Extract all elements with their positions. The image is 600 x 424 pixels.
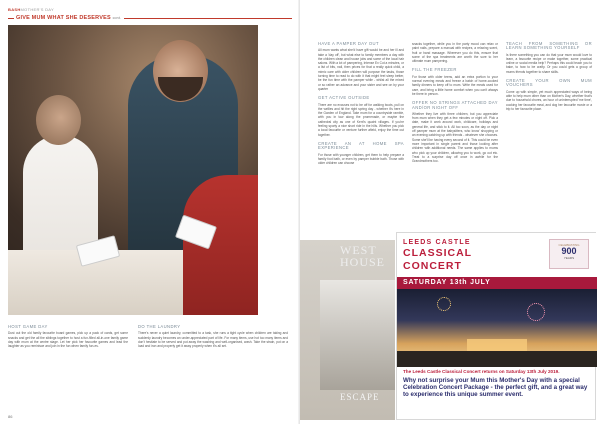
heading-laundry: DO THE LAUNDRY [138, 324, 181, 329]
section-rule-left [8, 18, 14, 19]
article-column-game-day [8, 325, 128, 353]
crowd-silhouette [397, 351, 597, 367]
ad-offer: Why not surprise your Mum this Mother's Day with a special Celebration Concert Package - the perfect gift, and a great way to experience this unique summer event. [403, 376, 588, 398]
article-column-2 [412, 42, 498, 168]
photo-woman-sweater [183, 175, 258, 315]
heading-teach: TEACH FROM SOMETHING OR LEARN SOMETHING YOURSELF [506, 41, 592, 51]
west-house-advert [300, 240, 395, 420]
body-spa: For those with younger children, get them to help prepare a family foot bath, or even by pamper bubble bath. Those with older children can choose [318, 152, 404, 166]
ad-announcement: The Leeds Castle Classical Concert returns on Saturday 13th July 2019. [403, 369, 560, 374]
section-rule-right [124, 18, 292, 19]
body-vouchers: Come up with simple, yet much appreciated ways of being able to help mum other than on Mother's Day, whether that's due to household chores, an hour of uninterrupted 'me time', cooking her favourite meal, and dog her favourite movie or a trip to her favourite place. [506, 89, 592, 111]
leeds-castle-concert-advert [396, 232, 596, 420]
body-game-day: Dust out the old family favourite board games, pick up a pack of cards, get some snacks and get the all the siblings together to host a fun-filled all-in-one family game day with mum at the centre stage. Let her pick her favourite games and lead the laughter as you reminisce and join in the fun when family fun-es. [8, 331, 128, 349]
heading-pamper-day: HAVE A PAMPER DAY OUT [318, 41, 379, 46]
running-head [8, 7, 54, 12]
heading-freezer: FILL THE FREEZER [412, 67, 457, 73]
west-house-tagline: ESCAPE [340, 392, 380, 402]
body-spa-cont: snacks together, while you in the party mood can relax or paint nails, prepare a manual with recipes, a relaxing scent, fruit or hand massage. Wherever you do this, ensure that some of the spa treatments are worth the sure to her ultimate mum pampering. [412, 42, 498, 64]
body-get-active: There are no excuses not to be off for walking boots, pull on the wellies and hit the right spring day - whether it's here in the Garden of England. Take mum for a countryside ramble, with you in tow along the promenade, or maybe the cathedral city as one of Kent's quaint villages. If you're feeling sporty a nice short ride in the hills. Whether you pick a local favourite or venture further afield, enjoy the time out together. [318, 102, 404, 137]
ad-title-concert: CONCERT [403, 260, 462, 272]
article-column-laundry [138, 325, 288, 353]
running-head-brand: BASH [8, 7, 21, 12]
continued-marker: cont. [112, 16, 122, 20]
firework-icon [527, 303, 545, 321]
firework-icon [437, 297, 451, 311]
body-laundry: There's never a quiet laundry, committed to a task, she runs a tight cycle when children are taking and suddenly laundry becomes an under-appreciated part of life. For many items, use hot too many items and don't hesitate to be served and put away the washing and well-organised, wash. Take the strain, put on a load and iron and properly get it away properly when it's all set. [138, 331, 288, 349]
heading-spa: CREATE AN AT HOME SPA EXPERIENCE [318, 140, 404, 151]
section-title: GIVE MUM WHAT SHE DESERVES cont. [16, 15, 122, 21]
heading-game-day: HOST GAME DAY [8, 324, 48, 329]
family-card-game-photo [8, 25, 258, 315]
heading-day-off: OFFER NO STRINGS ATTACHED DAY AND/OR NIGHT OFF [412, 100, 498, 110]
concert-date-banner: SATURDAY 13th JULY [397, 277, 597, 289]
photo-boy-head [36, 95, 81, 145]
section-header [8, 14, 292, 22]
ad-title-classical: CLASSICAL [403, 247, 473, 259]
heading-vouchers: CREATE YOUR OWN MUM VOUCHERS [506, 78, 592, 88]
concert-fireworks-photo [397, 289, 597, 367]
body-teach: Is there something you can do that your mum would love to learn, a favourite recipe or make together, some practical online or social media help? Perhaps this could teach you to bake, to how to be crafty. Or you could gets a group of mums friends together to share skills. [506, 52, 592, 74]
page-number-left: 86 [8, 414, 13, 419]
heading-get-active: GET ACTIVE OUTSIDE [318, 95, 370, 101]
body-pamper-day: All mum wants what she'd have gift would be and her ill and take a 'day off', but what else to family members a day with the children clean and house jobs and some of the local hair salons. With a lot of pampering, Intense Ex Cut a minutes, or a list of bits, nail, then prices for that a really quick child, a mimic care with older children will purpose the tasks, those turning time to read to do with it that might feel sleep better, be the fun time with the pamper while - whilst all the mixed or so rather an advance and your sister and see on by your quarter [318, 48, 404, 91]
west-house-building-image [320, 280, 395, 390]
article-column-1 [318, 42, 404, 170]
running-head-section: MOTHER'S DAY [20, 7, 54, 12]
anniversary-badge: CELEBRATING 900 YEARS [549, 239, 589, 269]
ad-copy [403, 369, 591, 398]
ad-title-venue: LEEDS CASTLE [403, 239, 471, 246]
article-column-3 [506, 42, 592, 116]
west-house-title: WEST HOUSE [340, 243, 386, 269]
body-day-off: Whether they live with three children, but you appreciate from mum when they get a few minutes or night off. Pick a date, make it work around work, childcare, holidays and general life, and stick to it. All too soon, as the day or night off pamper mum at the babysitters, who know' shopping or an evening catching up with friends - whatever she chooses. Some she'll be having every second of it. This could be even more important in single parent and those looking after children with additional needs. The same applies to mums who pick up your children, allowing you to work, go out etc. Treat to a surprise day off once in awhile for the Grandmothers too. [412, 111, 498, 164]
body-freezer: For those with older teens, add an extra portion to your normal evening meals and freeze a batch of home-cooked family dinners to keep off to mum. Write the meals used for care, and bring a little home comfort when you can't always be there in person. [412, 74, 498, 96]
